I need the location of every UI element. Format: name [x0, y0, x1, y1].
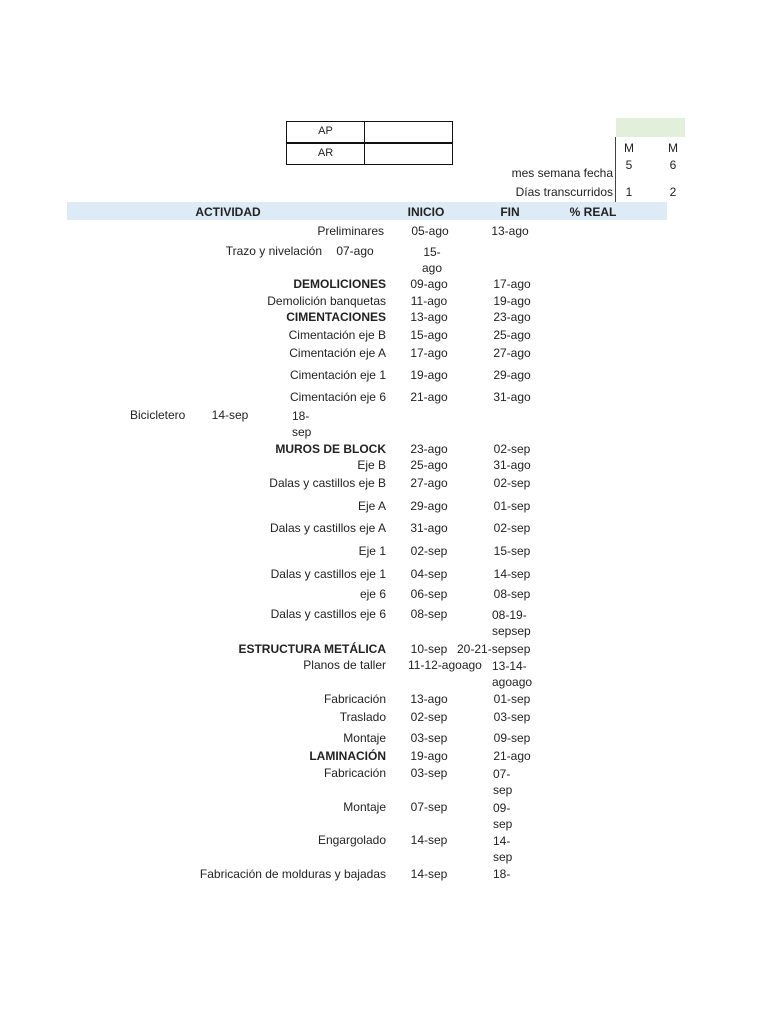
- activity-name: Cimentación eje 6: [289, 390, 386, 404]
- start-date: 23-ago: [410, 442, 448, 456]
- start-date: 10-sep: [410, 642, 448, 656]
- end-date: 18- sep: [292, 409, 312, 439]
- start-date: 29-ago: [410, 499, 448, 513]
- dias-value-2: 2: [669, 185, 677, 199]
- start-date: 14-sep: [410, 867, 448, 881]
- start-date: 21-ago: [410, 390, 448, 404]
- activity-name: Eje B: [357, 458, 386, 472]
- activity-name: MUROS DE BLOCK: [275, 442, 386, 456]
- end-date: 08-19- sepsep: [492, 608, 531, 638]
- activity-name: Engargolado: [317, 833, 386, 847]
- month-header-2: M: [668, 141, 678, 155]
- activity-name: Traslado: [339, 710, 386, 724]
- end-date: 17-ago: [493, 277, 531, 291]
- column-header-inicio: INICIO: [407, 205, 445, 219]
- end-date: 18-: [493, 867, 511, 881]
- activity-name: Montaje: [343, 800, 386, 814]
- end-date: 08-sep: [493, 587, 531, 601]
- end-date: 15-sep: [493, 544, 531, 558]
- start-date: 13-ago: [410, 310, 448, 324]
- end-date: 14-sep: [493, 567, 531, 581]
- end-date: 09-sep: [493, 731, 531, 745]
- start-date: 27-ago: [410, 476, 448, 490]
- activity-name: Dalas y castillos eje 6: [270, 607, 386, 621]
- end-date: 01-sep: [493, 692, 531, 706]
- mes-semana-fecha-label: mes semana fecha: [511, 166, 613, 180]
- activity-name: Dalas y castillos eje B: [269, 476, 386, 490]
- end-date: 03-sep: [493, 710, 531, 724]
- activity-name: Cimentación eje 1: [289, 368, 386, 382]
- week-number-2: 6: [669, 158, 677, 172]
- end-date: 13-14- agoago: [492, 659, 533, 689]
- activity-name: Cimentación eje B: [288, 328, 386, 342]
- end-date: 20-21-sepsep: [457, 642, 531, 656]
- start-date: 04-sep: [410, 567, 448, 581]
- activity-name: Dalas y castillos eje A: [269, 521, 386, 535]
- ap-value-cell[interactable]: [364, 121, 453, 143]
- ap-label-cell: AP: [286, 121, 365, 143]
- month-header-1: M: [624, 141, 634, 155]
- start-date: 07-sep: [410, 800, 448, 814]
- activity-name: eje 6: [359, 587, 386, 601]
- end-date: 02-sep: [493, 442, 531, 456]
- end-date: 19-ago: [493, 294, 531, 308]
- activity-name: Fabricación: [323, 692, 386, 706]
- end-date: 29-ago: [493, 368, 531, 382]
- end-date: 01-sep: [493, 499, 531, 513]
- end-date: 02-sep: [493, 521, 531, 535]
- start-date: 25-ago: [410, 458, 448, 472]
- ar-value-cell[interactable]: [364, 143, 453, 165]
- end-date: 23-ago: [493, 310, 531, 324]
- activity-name: Eje 1: [358, 544, 386, 558]
- activity-name: DEMOLICIONES: [293, 277, 386, 291]
- week-number-1: 5: [625, 158, 633, 172]
- start-date: 13-ago: [410, 692, 448, 706]
- dias-value-1: 1: [625, 185, 633, 199]
- end-date: 13-ago: [491, 224, 529, 238]
- end-date: 07- sep: [493, 767, 513, 797]
- ar-label-cell: AR: [286, 143, 365, 165]
- end-date: 14- sep: [493, 834, 513, 864]
- start-date: 17-ago: [410, 346, 448, 360]
- start-date: 14-sep: [410, 833, 448, 847]
- start-date: 03-sep: [410, 731, 448, 745]
- column-header-actividad: ACTIVIDAD: [195, 205, 261, 219]
- start-date: 07-ago: [336, 244, 374, 258]
- activity-name: Cimentación eje A: [289, 346, 386, 360]
- start-date: 03-sep: [410, 766, 448, 780]
- start-date: 02-sep: [410, 544, 448, 558]
- activity-name: CIMENTACIONES: [286, 310, 386, 324]
- activity-name: Bicicletero: [130, 408, 186, 422]
- end-date: 02-sep: [493, 476, 531, 490]
- activity-name: LAMINACIÓN: [309, 749, 386, 763]
- highlight-cell: [616, 118, 685, 137]
- end-date: 09- sep: [493, 801, 513, 831]
- activity-name: Fabricación: [323, 766, 386, 780]
- end-date: 31-ago: [493, 458, 531, 472]
- start-date: 31-ago: [410, 521, 448, 535]
- end-date: 27-ago: [493, 346, 531, 360]
- activity-name: Demolición banquetas: [267, 294, 386, 308]
- start-date: 15-ago: [410, 328, 448, 342]
- activity-name: ESTRUCTURA METÁLICA: [238, 642, 386, 656]
- start-date: 06-sep: [410, 587, 448, 601]
- activity-name: Trazo y nivelación: [225, 244, 322, 258]
- column-divider: [615, 137, 616, 203]
- activity-name: Montaje: [343, 731, 386, 745]
- activity-name: Preliminares: [317, 224, 384, 238]
- column-header-real: % REAL: [569, 205, 617, 219]
- start-date: 02-sep: [410, 710, 448, 724]
- activity-name: Planos de taller: [303, 658, 386, 672]
- start-date: 19-ago: [410, 749, 448, 763]
- activity-name: Fabricación de molduras y bajadas: [199, 867, 386, 881]
- column-header-fin: FIN: [500, 205, 520, 219]
- start-date: 09-ago: [410, 277, 448, 291]
- activity-name: Dalas y castillos eje 1: [270, 567, 386, 581]
- start-date: 11-12-agoago: [408, 658, 482, 672]
- start-date: 19-ago: [410, 368, 448, 382]
- activity-name: Eje A: [357, 499, 386, 513]
- start-date: 05-ago: [411, 224, 449, 238]
- start-date: 14-sep: [211, 408, 249, 422]
- end-date: 31-ago: [493, 390, 531, 404]
- end-date: 25-ago: [493, 328, 531, 342]
- end-date: 15- ago: [421, 245, 443, 275]
- start-date: 11-ago: [410, 294, 448, 308]
- end-date: 21-ago: [493, 749, 531, 763]
- dias-transcurridos-label: Días transcurridos: [515, 185, 613, 199]
- start-date: 08-sep: [410, 607, 448, 621]
